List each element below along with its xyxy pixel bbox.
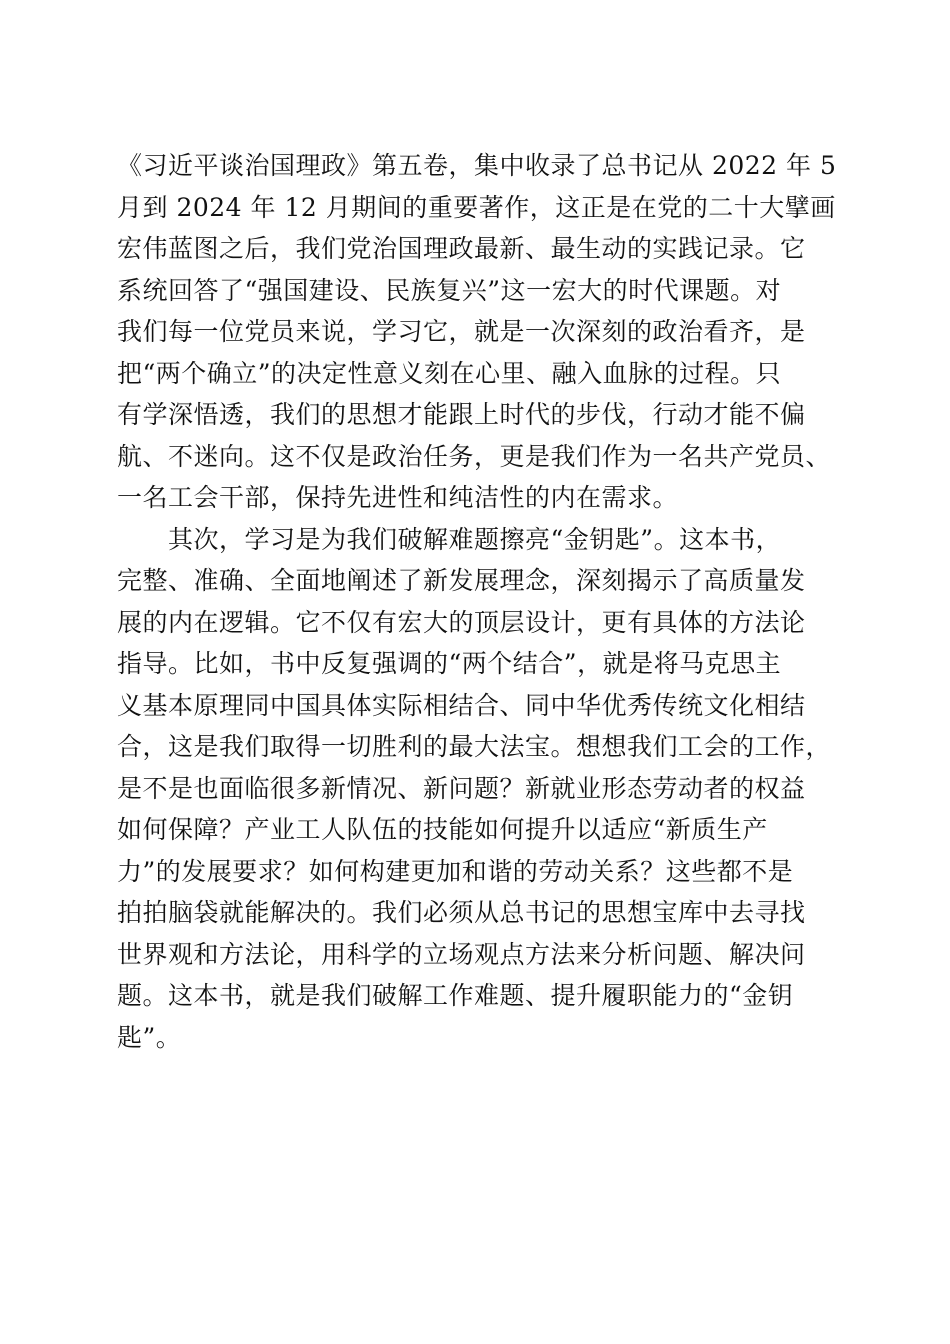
text-line: 《习近平谈治国理政》第五卷，集中收录了总书记从 2022 年 5 [117, 151, 837, 180]
text-line: 航、不迷向。这不仅是政治任务，更是我们作为一名共产党员、 [117, 441, 832, 471]
text-line: 指导。比如，书中反复强调的“两个结合”，就是将马克思主 [117, 649, 782, 678]
body-text [117, 145, 837, 1058]
text-line: 力”的发展要求？如何构建更加和谐的劳动关系？这些都不是 [117, 856, 794, 886]
text-line: 月到 2024 年 12 月期间的重要著作，这正是在党的二十大擘画 [117, 192, 836, 222]
text-line: 题。这本书，就是我们破解工作难题、提升履职能力的“金钥 [117, 981, 794, 1010]
text-line: 世界观和方法论，用科学的立场观点方法来分析问题、解决问 [117, 939, 806, 969]
text-line: 如何保障？产业工人队伍的技能如何提升以适应“新质生产 [117, 815, 768, 844]
text-line: 完整、准确、全面地阐述了新发展理念，深刻揭示了高质量发 [117, 566, 806, 595]
text-line: 义基本原理同中国具体实际相结合、同中华优秀传统文化相结 [117, 690, 806, 720]
paragraph-2 [117, 519, 837, 1059]
text-line: 其次，学习是为我们破解难题擦亮“金钥匙”。这本书， [117, 524, 782, 554]
text-line: 匙”。 [117, 1022, 182, 1052]
text-line: 展的内在逻辑。它不仅有宏大的顶层设计，更有具体的方法论 [117, 607, 806, 637]
text-line: 我们每一位党员来说，学习它，就是一次深刻的政治看齐，是 [117, 317, 806, 346]
text-line: 有学深悟透，我们的思想才能跟上时代的步伐，行动才能不偏 [117, 400, 806, 429]
text-line: 合，这是我们取得一切胜利的最大法宝。想想我们工会的工作， [117, 732, 832, 761]
paragraph-1 [117, 145, 837, 519]
text-line: 是不是也面临很多新情况、新问题？新就业形态劳动者的权益 [117, 773, 806, 803]
text-line: 把“两个确立”的决定性意义刻在心里、融入血脉的过程。只 [117, 358, 782, 388]
text-line: 系统回答了“强国建设、民族复兴”这一宏大的时代课题。对 [117, 275, 782, 305]
text-line: 宏伟蓝图之后，我们党治国理政最新、最生动的实践记录。它 [117, 234, 806, 263]
text-line: 拍拍脑袋就能解决的。我们必须从总书记的思想宝库中去寻找 [117, 898, 806, 927]
text-line: 一名工会干部，保持先进性和纯洁性的内在需求。 [117, 483, 679, 512]
